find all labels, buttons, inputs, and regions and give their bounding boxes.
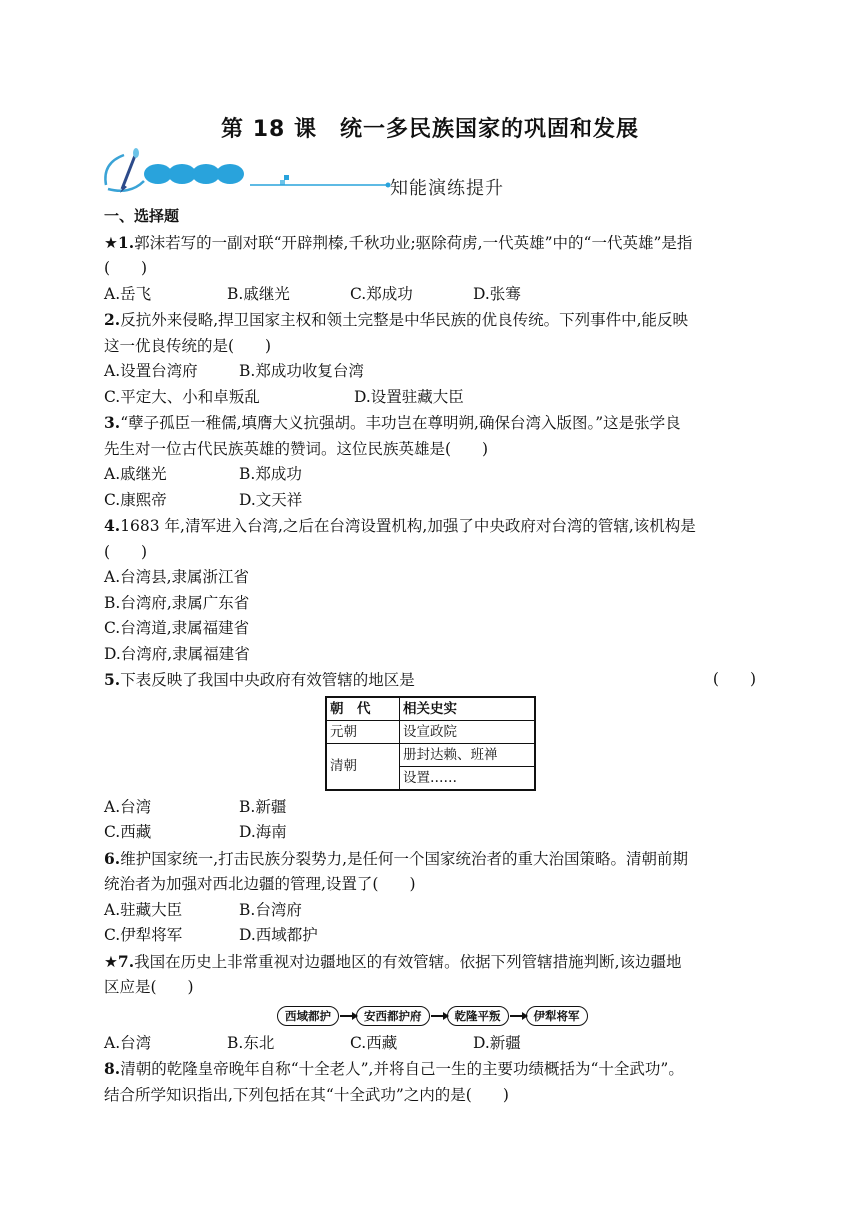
table-header: 相关史实 [400,697,536,721]
table-header: 朝 代 [326,697,400,721]
option-b[interactable]: B.东北 [227,1033,275,1052]
brush-icon [105,148,144,193]
option-d[interactable]: D.海南 [239,823,287,841]
question-line [104,307,764,334]
question-line [104,230,764,257]
option-c[interactable]: C.台湾道,隶属福建省 [104,619,250,637]
flow-step: 安西都护府 [356,1006,430,1026]
answer-paren: ( ) [712,670,756,688]
content [104,204,764,1108]
table-row [326,720,535,743]
option-a[interactable]: A.台湾县,隶属浙江省 [104,568,250,586]
banner-square [284,175,289,180]
question-text: “孽子孤臣一稚儒,填膺大义抗强胡。丰功岂在尊明朔,确保台湾入版图。”这是张学良 [120,414,681,432]
question-number: 8. [104,1059,121,1078]
options [104,820,764,846]
option-a[interactable]: A.驻藏大臣 [104,900,183,919]
star-icon: ★ [104,952,118,971]
options [104,1031,764,1057]
table-cell: 册封达赖、班禅 [400,743,536,766]
answer-paren: ( ) [104,542,148,561]
option-a[interactable]: A.台湾 [104,797,152,816]
banner-dots [144,164,244,184]
option-c[interactable]: C.西藏 [104,823,152,841]
option-c[interactable]: C.西藏 [350,1033,398,1052]
question-text: 下表反映了我国中央政府有效管辖的地区是 [120,671,415,689]
question-text: 1683 年,清军进入台湾,之后在台湾设置机构,加强了中央政府对台湾的管辖,该机构是 [120,517,696,535]
section-banner [100,145,660,197]
flow-step: 乾隆平叛 [447,1006,509,1026]
question-5 [104,667,764,846]
table-cell: 清朝 [326,743,400,790]
table-header-row [326,697,535,721]
flow-diagram [277,1003,764,1029]
question-number: 7. [117,951,135,971]
option-d[interactable]: D.台湾府,隶属福建省 [104,644,250,663]
option-c[interactable]: C.康熙帝 [104,490,167,509]
question-text: 区应是( ) [104,978,194,996]
option-d[interactable]: D.张骞 [473,284,521,303]
question-7 [104,949,764,1057]
star-icon: ★ [104,233,118,252]
question-number: 4. [104,516,121,535]
question-line [104,846,764,873]
question-number: 1. [117,232,135,252]
option-a[interactable]: A.台湾 [104,1033,152,1052]
question-line [104,949,764,976]
answer-paren: ( ) [104,259,148,277]
option-b[interactable]: B.戚继光 [227,284,290,303]
history-table [325,696,536,791]
question-line [104,667,764,694]
option-d[interactable]: D.新疆 [473,1033,521,1052]
question-number: 2. [104,310,121,329]
question-text: 先生对一位古代民族英雄的赞词。这位民族英雄是( ) [104,439,489,458]
options [104,359,764,385]
options [104,488,764,514]
option-d[interactable]: D.西域都护 [239,926,318,944]
arrow-icon [431,1015,445,1017]
arrow-icon [510,1015,524,1017]
question-text: 清朝的乾隆皇帝晚年自称“十全老人”,并将自己一生的主要功绩概括为“十全武功”。 [120,1060,684,1078]
options [104,385,764,411]
option-b[interactable]: B.郑成功收复台湾 [239,362,364,380]
flow-step: 伊犁将军 [526,1006,588,1026]
options [104,795,764,821]
question-4 [104,513,764,667]
question-number: 6. [104,848,121,868]
question-line [104,1056,764,1083]
table-row [326,743,535,766]
option-d[interactable]: D.文天祥 [239,490,303,509]
question-2 [104,307,764,410]
question-number: 3. [104,413,121,432]
option-c[interactable]: C.平定大、小和卓叛乱 [104,387,260,406]
option-b[interactable]: B.台湾府,隶属广东省 [104,593,250,612]
question-1 [104,230,764,308]
section-heading: 一、选择题 [104,207,180,225]
table-cell: 元朝 [326,720,400,743]
question-text: 结合所学知识指出,下列包括在其“十全武功”之内的是( ) [104,1085,509,1104]
options [104,462,764,488]
option-b[interactable]: B.郑成功 [239,465,302,483]
banner-label: 知能演练提升 [390,178,504,199]
option-c[interactable]: C.伊犁将军 [104,926,183,944]
question-number: 5. [104,670,121,689]
question-8 [104,1056,764,1108]
lesson-title: 第 18 课 统一多民族国家的巩固和发展 [221,117,639,142]
question-line [104,410,764,437]
option-c[interactable]: C.郑成功 [350,284,413,303]
question-text: 统治者为加强对西北边疆的管理,设置了( ) [104,875,416,893]
question-line [104,513,764,540]
question-6 [104,846,764,949]
option-a[interactable]: A.设置台湾府 [104,362,198,380]
question-3 [104,410,764,513]
table-cell: 设置…… [400,766,536,790]
options [104,923,764,949]
question-text: 维护国家统一,打击民族分裂势力,是任何一个国家统治者的重大治国策略。清朝前期 [120,849,689,868]
option-d[interactable]: D.设置驻藏大臣 [354,387,464,406]
options [104,282,764,308]
question-text: 这一优良传统的是( ) [104,336,272,355]
question-text: 郭沫若写的一副对联“开辟荆榛,千秋功业;驱除荷虏,一代英雄”中的“一代英雄”是指 [134,233,693,252]
option-b[interactable]: B.新疆 [239,797,287,816]
option-b[interactable]: B.台湾府 [239,900,302,919]
table-cell: 设宣政院 [400,720,536,743]
arrow-icon [340,1015,354,1017]
flow-step: 西域都护 [277,1006,339,1026]
options [104,898,764,924]
option-a[interactable]: A.戚继光 [104,465,167,483]
question-text: 我国在历史上非常重视对边疆地区的有效管辖。依据下列管辖措施判断,该边疆地 [134,952,682,971]
option-a[interactable]: A.岳飞 [104,284,152,303]
question-text: 反抗外来侵略,捍卫国家主权和领土完整是中华民族的优良传统。下列事件中,能反映 [120,311,689,329]
